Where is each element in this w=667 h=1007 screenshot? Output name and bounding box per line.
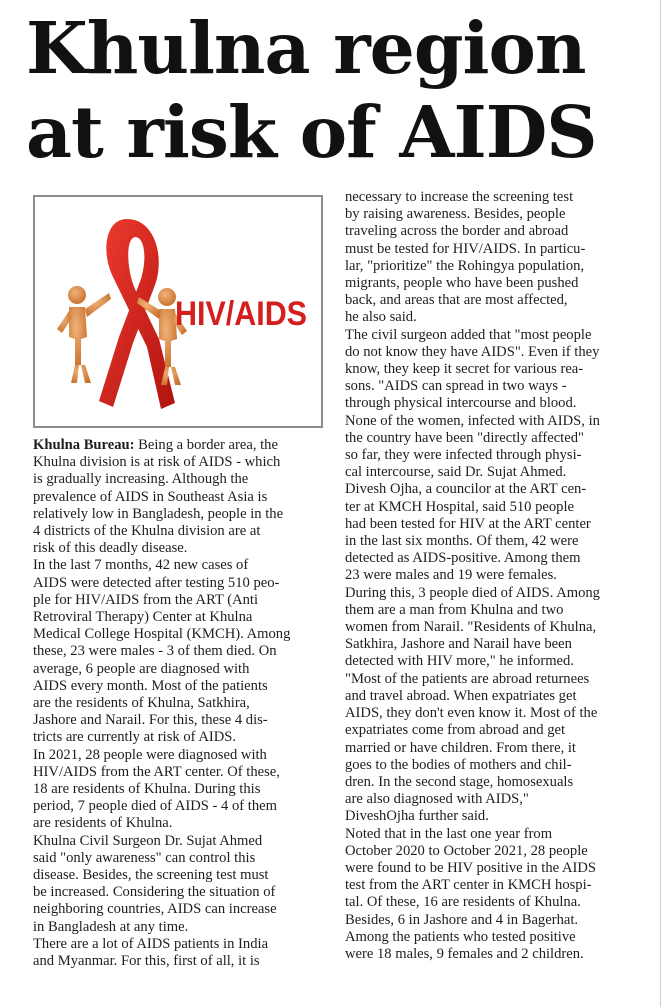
text-line: by raising awareness. Besides, people	[345, 206, 566, 223]
text-line: AIDS, they don't even know it. Most of the	[345, 705, 598, 722]
text-line: HIV/AIDS from the ART center. Of these,	[33, 763, 280, 780]
text-line: Divesh Ojha, a councilor at the ART cen-	[345, 481, 587, 498]
text-line: in Bangladesh at any time.	[33, 918, 189, 935]
text-line: migrants, people who have been pushed	[345, 275, 579, 292]
text-line: women from Narail. "Residents of Khulna,	[345, 619, 597, 636]
text-line: are residents of Khulna.	[33, 815, 173, 832]
text-line: Medical College Hospital (KMCH). Among	[33, 626, 291, 643]
text-line: know, they keep it secret for various rea-	[345, 361, 584, 378]
text-line: During this, 3 people died of AIDS. Among	[345, 584, 600, 601]
text-line: in the last six months. Of them, 42 were	[345, 533, 579, 550]
text-line: 4 districts of the Khulna division are at	[33, 523, 261, 540]
text-line: Jashore and Narail. For this, these 4 dis-	[33, 712, 268, 729]
text-line: Besides, 6 in Jashore and 4 in Bagerhat.	[345, 911, 579, 928]
text-line: them are a man from Khulna and two	[345, 601, 564, 618]
text-line: necessary to increase the screening test	[345, 189, 574, 205]
text-line: is gradually increasing. Although the	[33, 471, 249, 488]
headline	[26, 6, 656, 174]
text-line: neighboring countries, AIDS can increase	[33, 901, 277, 918]
headline-line-2: at risk of AIDS	[26, 90, 597, 174]
text-line: tricts are currently at risk of AIDS.	[33, 729, 237, 746]
text-line: and travel abroad. When expatriates get	[345, 687, 577, 704]
hiv-aids-image	[33, 195, 323, 428]
text-line: expatriates come from abroad and get	[345, 722, 566, 739]
text-line: Satkhira, Jashore and Narail have been	[345, 636, 572, 653]
article-column-left	[33, 437, 329, 970]
text-line: had been tested for HIV at the ART center	[345, 515, 591, 532]
text-line: Retroviral Therapy) Center at Khulna	[33, 609, 253, 626]
text-line: Noted that in the last one year from	[345, 825, 553, 842]
text-line: lar, "prioritize" the Rohingya population,	[345, 257, 585, 274]
text-line: October 2020 to October 2021, 28 people	[345, 842, 588, 859]
text-line: period, 7 people died of AIDS - 4 of them	[33, 798, 277, 815]
text-line: In 2021, 28 people were diagnosed with	[33, 746, 267, 763]
text-line: 18 are residents of Khulna. During this	[33, 781, 261, 798]
text-line: prevalence of AIDS in Southeast Asia is	[33, 488, 268, 505]
text-line: AIDS were detected after testing 510 peo-	[33, 574, 280, 591]
text-line: detected as AIDS-positive. Among them	[345, 550, 581, 567]
text-line: back, and areas that are most affected,	[345, 292, 568, 309]
text-line: these, 23 were males - 3 of them died. On	[33, 643, 277, 660]
red-ribbon-with-figures-icon	[35, 197, 321, 426]
text-line: do not know they have AIDS". Even if they	[345, 343, 600, 360]
text-line: ter at KMCH Hospital, said 510 people	[345, 498, 575, 515]
article-column-right	[345, 189, 641, 963]
text-line: test from the ART center in KMCH hospi-	[345, 877, 592, 894]
headline-line-1: Khulna region	[26, 6, 586, 90]
text-line: Khulna Civil Surgeon Dr. Sujat Ahmed	[33, 832, 263, 849]
text-line: average, 6 people are diagnosed with	[33, 660, 250, 677]
text-line: None of the women, infected with AIDS, in	[345, 412, 600, 429]
text-line: traveling across the border and abroad	[345, 223, 569, 240]
text-line: must be tested for HIV/AIDS. In particu-	[345, 240, 586, 257]
text-line: There are a lot of AIDS patients in India	[33, 935, 269, 952]
text-line: sons. "AIDS can spread in two ways -	[345, 378, 567, 395]
text-line: the country have been "directly affected"	[345, 429, 584, 446]
text-line: DiveshOjha further said.	[345, 808, 489, 825]
text-line: Khulna division is at risk of AIDS - which	[33, 454, 281, 471]
text-line: said "only awareness" can control this	[33, 849, 256, 866]
text-line: Khulna Bureau: Being a border area, the	[33, 437, 278, 453]
text-line: goes to the bodies of mothers and chil-	[345, 756, 572, 773]
text-line: dren. In the second stage, homosexuals	[345, 773, 574, 790]
text-line: were 18 males, 9 females and 2 children.	[345, 945, 584, 962]
text-line: Among the patients who tested positive	[345, 928, 576, 945]
text-line: were found to be HIV positive in the AIDS	[345, 859, 597, 876]
text-line: ple for HIV/AIDS from the ART (Anti	[33, 591, 259, 608]
text-line: AIDS every month. Most of the patients	[33, 677, 268, 694]
text-line: "Most of the patients are abroad returnees	[345, 670, 590, 687]
column-rule	[660, 0, 661, 1007]
text-line: be increased. Considering the situation of	[33, 884, 276, 901]
text-line: married or have children. From there, it	[345, 739, 576, 756]
text-line: The civil surgeon added that "most people	[345, 326, 592, 343]
text-line: detected with HIV more," he informed.	[345, 653, 574, 670]
text-line: and Myanmar. For this, first of all, it is	[33, 953, 260, 970]
hiv-aids-label: HIV/AIDS	[175, 295, 307, 333]
text-line: he also said.	[345, 309, 417, 326]
dateline: Khulna Bureau:	[33, 437, 135, 453]
text-line: In the last 7 months, 42 new cases of	[33, 557, 249, 574]
text-line: 23 were males and 19 were females.	[345, 567, 557, 584]
text-line: through physical intercourse and blood.	[345, 395, 577, 412]
text-line: disease. Besides, the screening test must	[33, 867, 269, 884]
text-line: so far, they were infected through physi-	[345, 447, 582, 464]
text-line: tal. Of these, 16 are residents of Khulna.	[345, 894, 581, 911]
text-line: are also diagnosed with AIDS,"	[345, 791, 529, 808]
text-line: are the residents of Khulna, Satkhira,	[33, 695, 250, 712]
text-line: cal intercourse, said Dr. Sujat Ahmed.	[345, 464, 567, 481]
text-line: risk of this deadly disease.	[33, 540, 188, 557]
text-line: relatively low in Bangladesh, people in the	[33, 505, 284, 522]
